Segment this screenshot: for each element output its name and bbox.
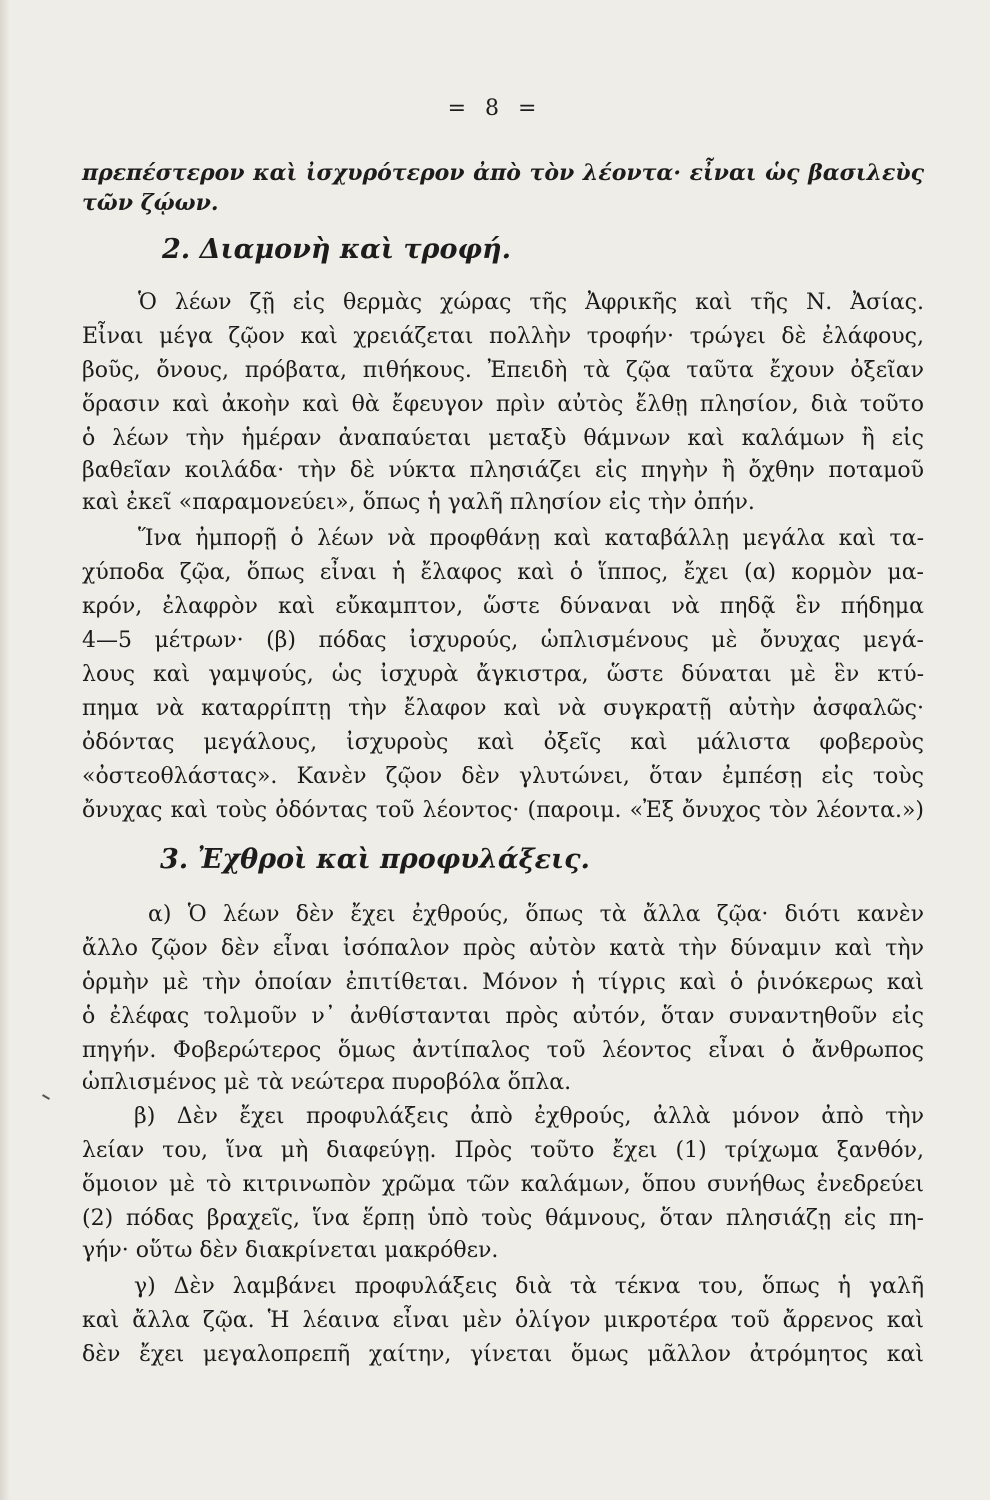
s2-line-3: βοῦς, ὄνους, πρόβατα, πιθήκους. Ἐπειδὴ τὰ ζῷα ταῦτα ἔχουν ὀξεῖαν [82, 358, 924, 383]
s2-line-12: λους καὶ γαμψούς, ὡς ἰσχυρὰ ἄγκιστρα, ὥστε δύναται μὲ ἓν κτύ- [82, 662, 924, 687]
section-2-heading: 2. Διαμονὴ καὶ τροφή. [162, 234, 511, 265]
s3-line-11: γήν· οὕτω δὲν διακρίνεται μακρόθεν. [82, 1238, 499, 1263]
s3-line-7: β) Δὲν ἔχει προφυλάξεις ἀπὸ ἐχθρούς, ἀλλὰ μόνον ἀπὸ τὴν [134, 1104, 924, 1129]
s2-line-16: ὄνυχας καὶ τοὺς ὀδόντας τοῦ λέοντος· (παροιμ. «Ἐξ ὄνυχος τὸν λέοντα.») [82, 798, 924, 823]
s3-line-2: ἄλλο ζῷον δὲν εἶναι ἰσόπαλον πρὸς αὐτὸν κατὰ τὴν δύναμιν καὶ τὴν [82, 936, 924, 961]
s2-line-11: 4—5 μέτρων· (β) πόδας ἰσχυρούς, ὡπλισμένους μὲ ὄνυχας μεγά- [82, 628, 924, 653]
s3-line-4: ὁ ἐλέφας τολμοῦν ν᾽ ἀνθίστανται πρὸς αὐτόν, ὅταν συναντηθοῦν εἰς [82, 1004, 924, 1029]
s2-line-9: χύποδα ζῷα, ὅπως εἶναι ἡ ἔλαφος καὶ ὁ ἵππος, ἔχει (α) κορμὸν μα- [82, 560, 924, 585]
intro-line-1: πρεπέστερον καὶ ἰσχυρότερον ἀπὸ τὸν λέοντα· εἶναι ὡς βασιλεὺς [82, 160, 924, 186]
s2-line-10: κρόν, ἐλαφρὸν καὶ εὔκαμπτον, ὥστε δύναναι νὰ πηδᾷ ἓν πήδημα [82, 594, 924, 619]
s3-line-5: πηγήν. Φοβερώτερος ὅμως ἀντίπαλος τοῦ λέοντος εἶναι ὁ ἄνθρωπος [82, 1038, 924, 1063]
s2-line-5: ὁ λέων τὴν ἡμέραν ἀναπαύεται μεταξὺ θάμνων καὶ καλάμων ἢ εἰς [82, 426, 924, 451]
s3-line-3: ὁρμὴν μὲ τὴν ὁποίαν ἐπιτίθεται. Μόνον ἡ τίγρις καὶ ὁ ῥινόκερως καὶ [82, 970, 924, 995]
intro-line-2: τῶν ζῴων. [82, 190, 219, 216]
s2-line-4: ὅρασιν καὶ ἀκοὴν καὶ θὰ ἔφευγον πρὶν αὐτὸς ἔλθῃ πλησίον, διὰ τοῦτο [82, 392, 924, 417]
s3-line-12: γ) Δὲν λαμβάνει προφυλάξεις διὰ τὰ τέκνα του, ὅπως ἡ γαλῆ [134, 1274, 924, 1299]
s3-line-1: α) Ὁ λέων δὲν ἔχει ἐχθρούς, ὅπως τὰ ἄλλα ζῷα· διότι κανὲν [148, 902, 924, 927]
s2-line-7: καὶ ἐκεῖ «παραμονεύει», ὅπως ἡ γαλῆ πλησίον εἰς τὴν ὀπήν. [82, 490, 755, 515]
s2-line-8: Ἵνα ἠμπορῇ ὁ λέων νὰ προφθάνῃ καὶ καταβάλλῃ μεγάλα καὶ τα- [138, 526, 924, 551]
s3-line-10: (2) πόδας βραχεῖς, ἵνα ἕρπῃ ὑπὸ τοὺς θάμνους, ὅταν πλησιάζῃ εἰς πη- [82, 1206, 924, 1231]
s2-line-1: Ὁ λέων ζῇ εἰς θερμὰς χώρας τῆς Ἀφρικῆς καὶ τῆς Ν. Ἀσίας. [138, 290, 924, 315]
s2-line-14: ὀδόντας μεγάλους, ἰσχυροὺς καὶ ὀξεῖς καὶ μάλιστα φοβεροὺς [82, 730, 924, 755]
s3-line-14: δὲν ἔχει μεγαλοπρεπῆ χαίτην, γίνεται ὅμως μᾶλλον ἀτρόμητος καὶ [82, 1342, 924, 1367]
page-number: = 8 = [447, 96, 543, 121]
section-3-heading: 3. Ἐχθροὶ καὶ προφυλάξεις. [160, 844, 590, 875]
page-edge-shadow [0, 0, 10, 1500]
s2-line-13: πημα νὰ καταρρίπτῃ τὴν ἔλαφον καὶ νὰ συγκρατῇ αὐτὴν ἀσφαλῶς· [82, 696, 924, 721]
s3-line-6: ὡπλισμένος μὲ τὰ νεώτερα πυροβόλα ὅπλα. [82, 1070, 572, 1095]
s2-line-2: Εἶναι μέγα ζῷον καὶ χρειάζεται πολλὴν τροφήν· τρώγει δὲ ἐλάφους, [82, 324, 924, 349]
s2-line-6: βαθεῖαν κοιλάδα· τὴν δὲ νύκτα πλησιάζει εἰς πηγὴν ἢ ὄχθην ποταμοῦ [82, 458, 924, 483]
s3-line-9: ὅμοιον μὲ τὸ κιτρινωπὸν χρῶμα τῶν καλάμων, ὅπου συνήθως ἐνεδρεύει [82, 1172, 924, 1197]
margin-mark [42, 1094, 50, 1100]
s3-line-8: λείαν του, ἵνα μὴ διαφεύγῃ. Πρὸς τοῦτο ἔχει (1) τρίχωμα ξανθόν, [82, 1138, 924, 1163]
s3-line-13: καὶ ἄλλα ζῷα. Ἡ λέαινα εἶναι μὲν ὀλίγον μικροτέρα τοῦ ἄρρενος καὶ [82, 1308, 924, 1333]
s2-line-15: «ὀστεοθλάστας». Κανὲν ζῷον δὲν γλυτώνει, ὅταν ἐμπέσῃ εἰς τοὺς [82, 764, 924, 789]
